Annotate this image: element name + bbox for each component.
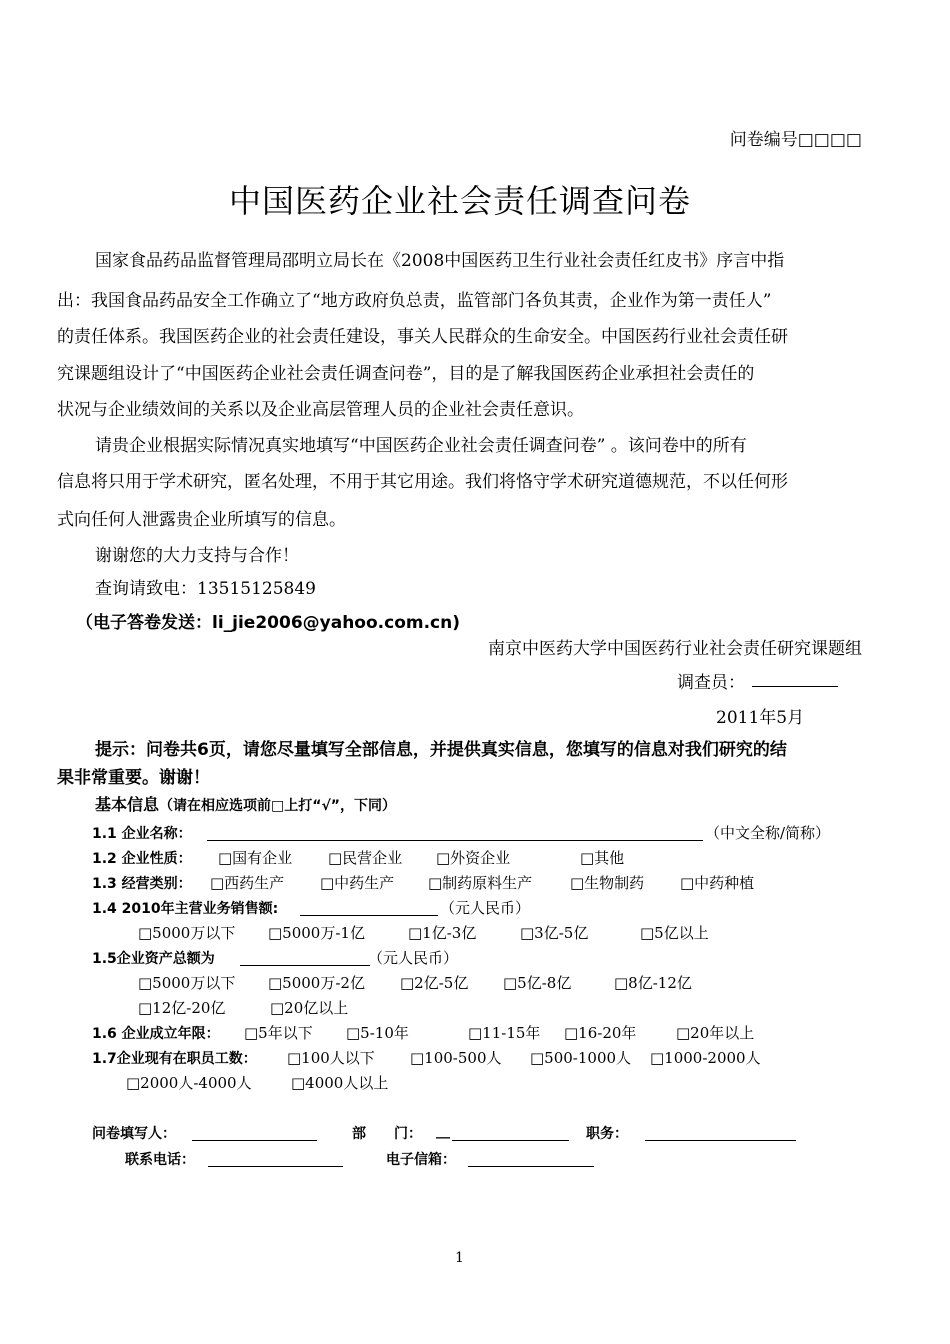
intro-line: 式向任何人泄露贵企业所填写的信息。	[57, 510, 346, 530]
q1-2-label: 1.2 企业性质：	[92, 851, 192, 867]
q1-1-label: 1.1 企业名称：	[92, 826, 192, 842]
q1-2-option[interactable]: □其他	[580, 849, 625, 867]
q1-5-unit: （元人民币）	[368, 949, 459, 967]
intro-line: 信息将只用于学术研究，匿名处理，不用于其它用途。我们将恪守学术研究道德规范，不以任何形	[57, 472, 788, 492]
q1-5-option[interactable]: □5亿-8亿	[503, 974, 572, 992]
q1-6-option[interactable]: □5-10年	[346, 1024, 409, 1042]
q1-7-option[interactable]: □4000人以上	[291, 1074, 389, 1092]
sales-field[interactable]	[300, 915, 438, 916]
intro-line: 的责任体系。我国医药企业的社会责任建设，事关人民群众的生命安全。中国医药行业社会责任研	[57, 327, 788, 347]
investigator-label: 调查员：	[677, 673, 745, 693]
questionnaire-number: 问卷编号□□□□	[729, 130, 862, 150]
q1-6-label: 1.6 企业成立年限：	[92, 1026, 220, 1042]
q1-7-option[interactable]: □100-500人	[410, 1049, 502, 1067]
q1-4-option[interactable]: □3亿-5亿	[520, 924, 589, 942]
investigator-field[interactable]	[752, 686, 838, 687]
basic-info-note: （请在相应选项前□上打“√”，下同）	[159, 798, 396, 814]
q1-3-label: 1.3 经营类别：	[92, 876, 192, 892]
q1-2-option[interactable]: □民营企业	[328, 849, 403, 867]
email-label: 电子信箱：	[386, 1152, 456, 1168]
position-field[interactable]	[645, 1140, 796, 1141]
q1-4-label: 1.4 2010年主营业务销售额:	[92, 901, 279, 917]
basic-info-title: 基本信息	[95, 795, 160, 814]
q1-5-label: 1.5企业资产总额为	[92, 951, 215, 967]
q1-3-option[interactable]: □中药生产	[320, 874, 395, 892]
dept-label: 部 门：	[352, 1126, 422, 1142]
q1-1-suffix: （中文全称/简称）	[705, 824, 831, 842]
intro-line: 状况与企业绩效间的关系以及企业高层管理人员的企业社会责任意识。	[57, 400, 584, 420]
q1-7-option[interactable]: □500-1000人	[530, 1049, 632, 1067]
q1-3-option[interactable]: □西药生产	[210, 874, 285, 892]
page-title: 中国医药企业社会责任调查问卷	[228, 182, 691, 220]
intro-line: 国家食品药品监督管理局邵明立局长在《2008中国医药卫生行业社会责任红皮书》序言中指	[95, 251, 785, 271]
contact-email: （电子答卷发送：li_jie2006@yahoo.com.cn)	[76, 613, 461, 633]
q1-6-option[interactable]: □11-15年	[468, 1024, 541, 1042]
notice-line: 果非常重要。谢谢！	[57, 768, 210, 788]
phone-label: 联系电话：	[125, 1152, 195, 1168]
phone-field[interactable]	[208, 1166, 343, 1167]
date-text: 2011年5月	[716, 708, 805, 728]
q1-6-option[interactable]: □16-20年	[564, 1024, 637, 1042]
q1-7-option[interactable]: □100人以下	[287, 1049, 375, 1067]
q1-5-option[interactable]: □20亿以上	[270, 999, 349, 1017]
q1-5-option[interactable]: □5000万以下	[138, 974, 236, 992]
q1-7-option[interactable]: □2000人-4000人	[126, 1074, 252, 1092]
q1-4-option[interactable]: □1亿-3亿	[408, 924, 477, 942]
dept-field[interactable]	[452, 1140, 569, 1141]
page-number: 1	[455, 1250, 464, 1266]
q1-6-option[interactable]: □20年以上	[676, 1024, 755, 1042]
q1-3-option[interactable]: □中药种植	[680, 874, 755, 892]
position-label: 职务：	[586, 1126, 628, 1142]
intro-line: 究课题组设计了“中国医药企业社会责任调查问卷”，目的是了解我国医药企业承担社会责任的	[57, 364, 755, 384]
q1-4-option[interactable]: □5000万以下	[138, 924, 236, 942]
company-name-field[interactable]	[207, 840, 703, 841]
q1-7-label: 1.7企业现有在职员工数：	[92, 1051, 257, 1067]
q1-5-option[interactable]: □12亿-20亿	[138, 999, 226, 1017]
q1-5-option[interactable]: □2亿-5亿	[400, 974, 469, 992]
intro-line: 出：我国食品药品安全工作确立了“地方政府负总责，监管部门各负其责，企业作为第一责任人”	[57, 291, 772, 311]
assets-field[interactable]	[240, 965, 370, 966]
thanks-text: 谢谢您的大力支持与合作！	[95, 546, 299, 566]
q1-5-option[interactable]: □5000万-2亿	[268, 974, 365, 992]
q1-4-option[interactable]: □5亿以上	[640, 924, 709, 942]
email-field[interactable]	[468, 1166, 594, 1167]
q1-3-option[interactable]: □生物制药	[570, 874, 645, 892]
q1-7-option[interactable]: □1000-2000人	[650, 1049, 761, 1067]
basic-info-heading	[95, 792, 396, 815]
q1-3-option[interactable]: □制药原料生产	[428, 874, 533, 892]
dept-prefix: __	[436, 1123, 450, 1139]
notice-line: 提示：问卷共6页，请您尽量填写全部信息，并提供真实信息，您填写的信息对我们研究的结	[95, 740, 787, 760]
contact-phone: 查询请致电：13515125849	[95, 579, 316, 599]
q1-2-option[interactable]: □外资企业	[436, 849, 511, 867]
q1-2-option[interactable]: □国有企业	[218, 849, 293, 867]
q1-5-option[interactable]: □8亿-12亿	[614, 974, 692, 992]
intro-line: 请贵企业根据实际情况真实地填写“中国医药企业社会责任调查问卷” 。该问卷中的所有	[95, 436, 747, 456]
q1-4-option[interactable]: □5000万-1亿	[268, 924, 365, 942]
filler-field[interactable]	[192, 1140, 317, 1141]
q1-6-option[interactable]: □5年以下	[244, 1024, 313, 1042]
research-group: 南京中医药大学中国医药行业社会责任研究课题组	[488, 639, 862, 659]
filler-label: 问卷填写人：	[92, 1126, 176, 1142]
q1-4-unit: （元人民币）	[440, 899, 531, 917]
